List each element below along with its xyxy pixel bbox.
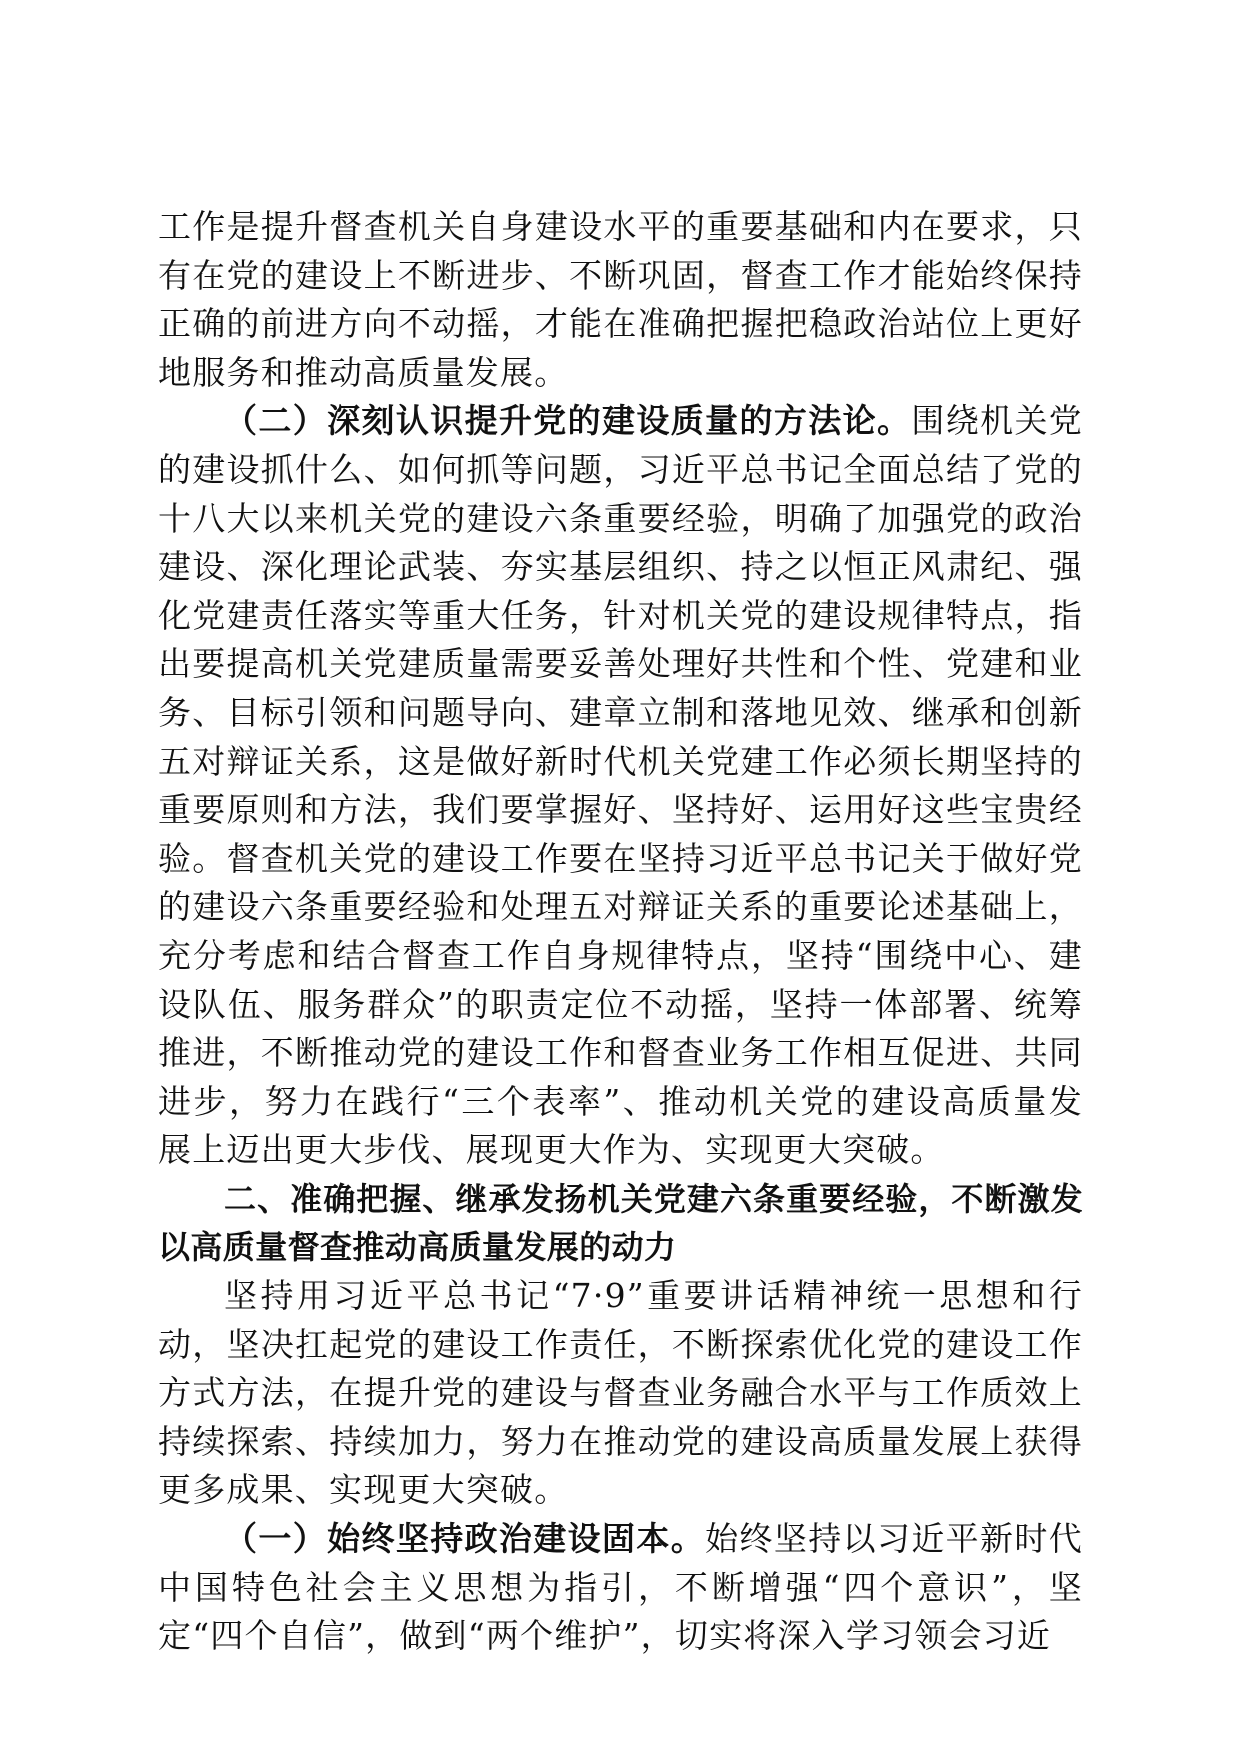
paragraph-2-subheading: （二）深刻认识提升党的建设质量的方法论。 xyxy=(224,401,912,441)
paragraph-1-text: 工作是提升督查机关自身建设水平的重要基础和内在要求，只有在党的建设上不断进步、不断巩固，督查工作才能始终保持正确的前进方向不动摇，才能在准确把握把稳政治站位上更好地服务和推动高质量发展。 xyxy=(158,207,1083,392)
paragraph-3 xyxy=(158,1272,1083,1515)
paragraph-3-text: 坚持用习近平总书记“7·9”重要讲话精神统一思想和行动，坚决扛起党的建设工作责任，不断探索优化党的建设工作方式方法，在提升党的建设与督查业务融合水平与工作质效上持续探索、持续加力，努力在推动党的建设高质量发展上获得更多成果、实现更大突破。 xyxy=(158,1276,1083,1510)
section-heading-2: 二、准确把握、继承发扬机关党建六条重要经验，不断激发以高质量督查推动高质量发展的动力 xyxy=(158,1179,1083,1267)
paragraph-1 xyxy=(158,203,1083,397)
document-body xyxy=(158,203,1083,1661)
paragraph-2-text: 围绕机关党的建设抓什么、如何抓等问题，习近平总书记全面总结了党的十八大以来机关党的建设六条重要经验，明确了加强党的政治建设、深化理论武装、夯实基层组织、持之以恒正风肃纪、强化党建责任落实等重大任务，针对机关党的建设规律特点，指出要提高机关党建质量需要妥善处理好共性和个性、党建和业务、目标引领和问题导向、建章立制和落地见效、继承和创新五对辩证关系，这是做好新时代机关党建工作必须长期坚持的重要原则和方法，我们要掌握好、坚持好、运用好这些宝贵经验。督查机关党的建设工作要在坚持习近平总书记关于做好党的建设六条重要经验和处理五对辩证关系的重要论述基础上，充分考虑和结合督查工作自身规律特点，坚持“围绕中心、建设队伍、服务群众”的职责定位不动摇，坚持一体部署、统筹推进，不断推动党的建设工作和督查业务工作相互促进、共同进步，努力在践行“三个表率”、推动机关党的建设高质量发展上迈出更大步伐、展现更大作为、实现更大突破。 xyxy=(158,401,1084,1170)
paragraph-4 xyxy=(158,1515,1083,1661)
paragraph-4-text: 始终坚持以习近平新时代中国特色社会主义思想为指引，不断增强“四个意识”，坚定“四个自信”，做到“两个维护”，切实将深入学习领会习近 xyxy=(158,1519,1083,1656)
paragraph-4-subheading: （一）始终坚持政治建设固本。 xyxy=(224,1519,706,1559)
paragraph-2 xyxy=(158,397,1083,1175)
